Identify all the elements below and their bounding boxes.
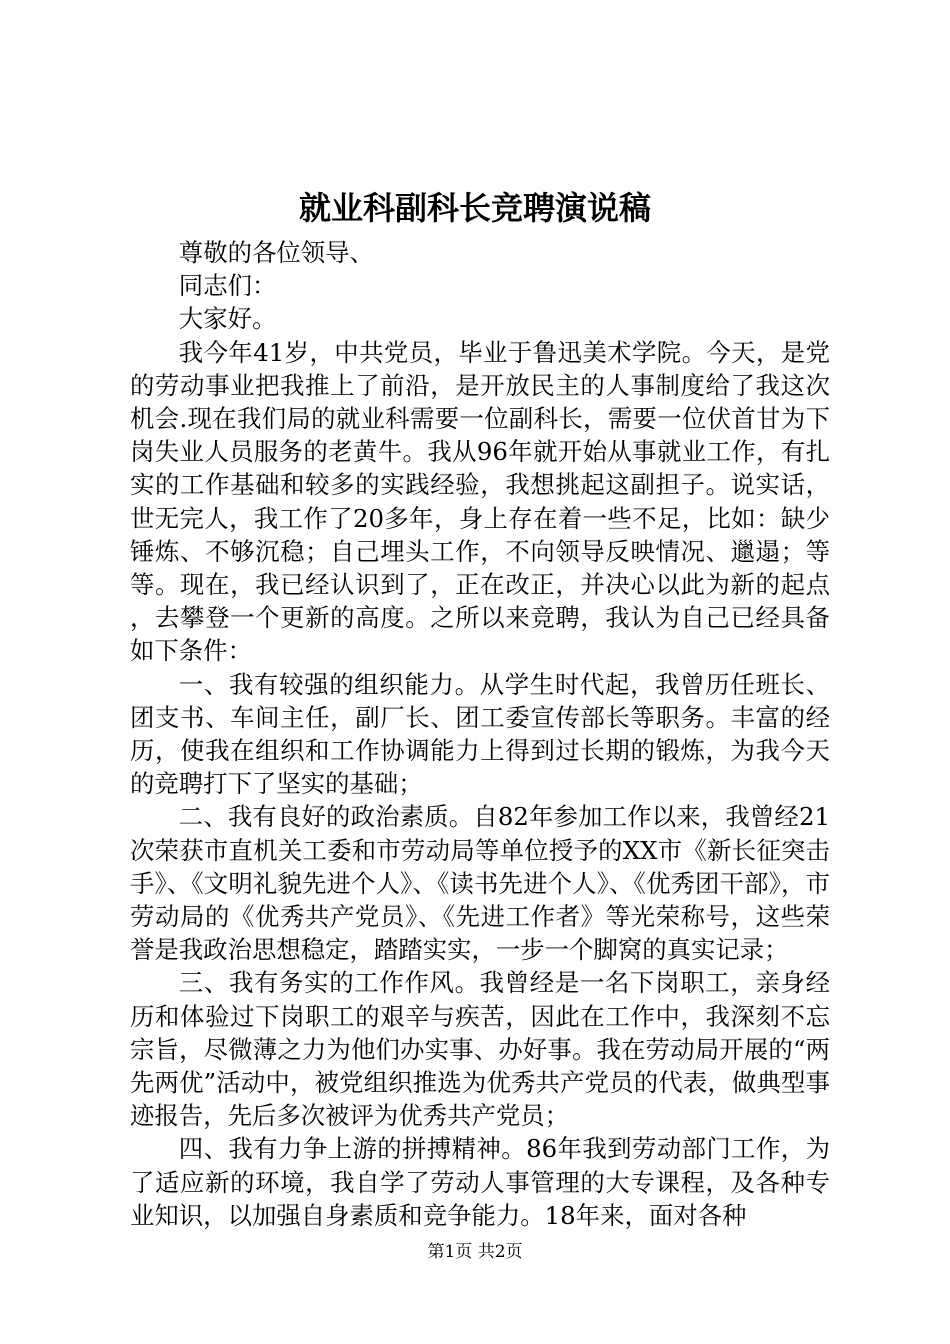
salutation-line: 同志们： xyxy=(178,271,277,301)
body-paragraph: 三、我有务实的工作作风。我曾经是一名下岗职工，亲身经历和体验过下岗职工的艰辛与疾苦，因此在工作中，我深刻不忘宗旨，尽微薄之力为他们办实事、办好事。我在劳动局开展的“两先两优”活动中，被党组织推选为优秀共产党员的代表，做典型事迹报告，先后多次被评为优秀共产党员； xyxy=(130,968,830,1131)
body-paragraph: 四、我有力争上游的拼搏精神。86年我到劳动部门工作，为了适应新的环境，我自学了劳动人事管理的大专课程，及各种专业知识，以加强自身素质和竞争能力。18年来，面对各种 xyxy=(130,1134,830,1230)
page-number-footer: 第1页 共2页 xyxy=(427,1242,523,1262)
salutation-line: 尊敬的各位领导、 xyxy=(178,238,374,267)
page-title: 就业科副科长竞聘演说稿 xyxy=(298,189,651,227)
body-paragraph: 一、我有较强的组织能力。从学生时代起，我曾历任班长、团支书、车间主任，副厂长、团工委宣传部长等职务。丰富的经历，使我在组织和工作协调能力上得到过长期的锻炼，为我今天的竞聘打下了坚实的基础； xyxy=(130,669,830,799)
body-paragraph: 我今年41岁，中共党员，毕业于鲁迅美术学院。今天，是党的劳动事业把我推上了前沿，是开放民主的人事制度给了我这次机会.现在我们局的就业科需要一位副科长，需要一位伏首甘为下岗失业人员服务的老黄牛。我从96年就开始从事就业工作，有扎实的工作基础和较多的实践经验，我想挑起这副担子。说实话，世无完人，我工作了20多年，身上存在着一些不足，比如：缺少锤炼、不够沉稳；自己埋头工作，不向领导反映情况、邋遢；等等。现在，我已经认识到了，正在改正，并决心以此为新的起点，去攀登一个更新的高度。之所以来竞聘，我认为自己已经具备如下条件： xyxy=(130,337,830,666)
document-body xyxy=(130,236,830,1232)
body-paragraph: 二、我有良好的政治素质。自82年参加工作以来，我曾经21次荣获市直机关工委和市劳动局等单位授予的XX市《新长征突击手》、《文明礼貌先进个人》、《读书先进个人》、《优秀团干部》，市劳动局的《优秀共产党员》、《先进工作者》等光荣称号，这些荣誉是我政治思想稳定，踏踏实实，一步一个脚窝的真实记录； xyxy=(130,802,830,965)
greeting-line: 大家好。 xyxy=(178,304,277,334)
